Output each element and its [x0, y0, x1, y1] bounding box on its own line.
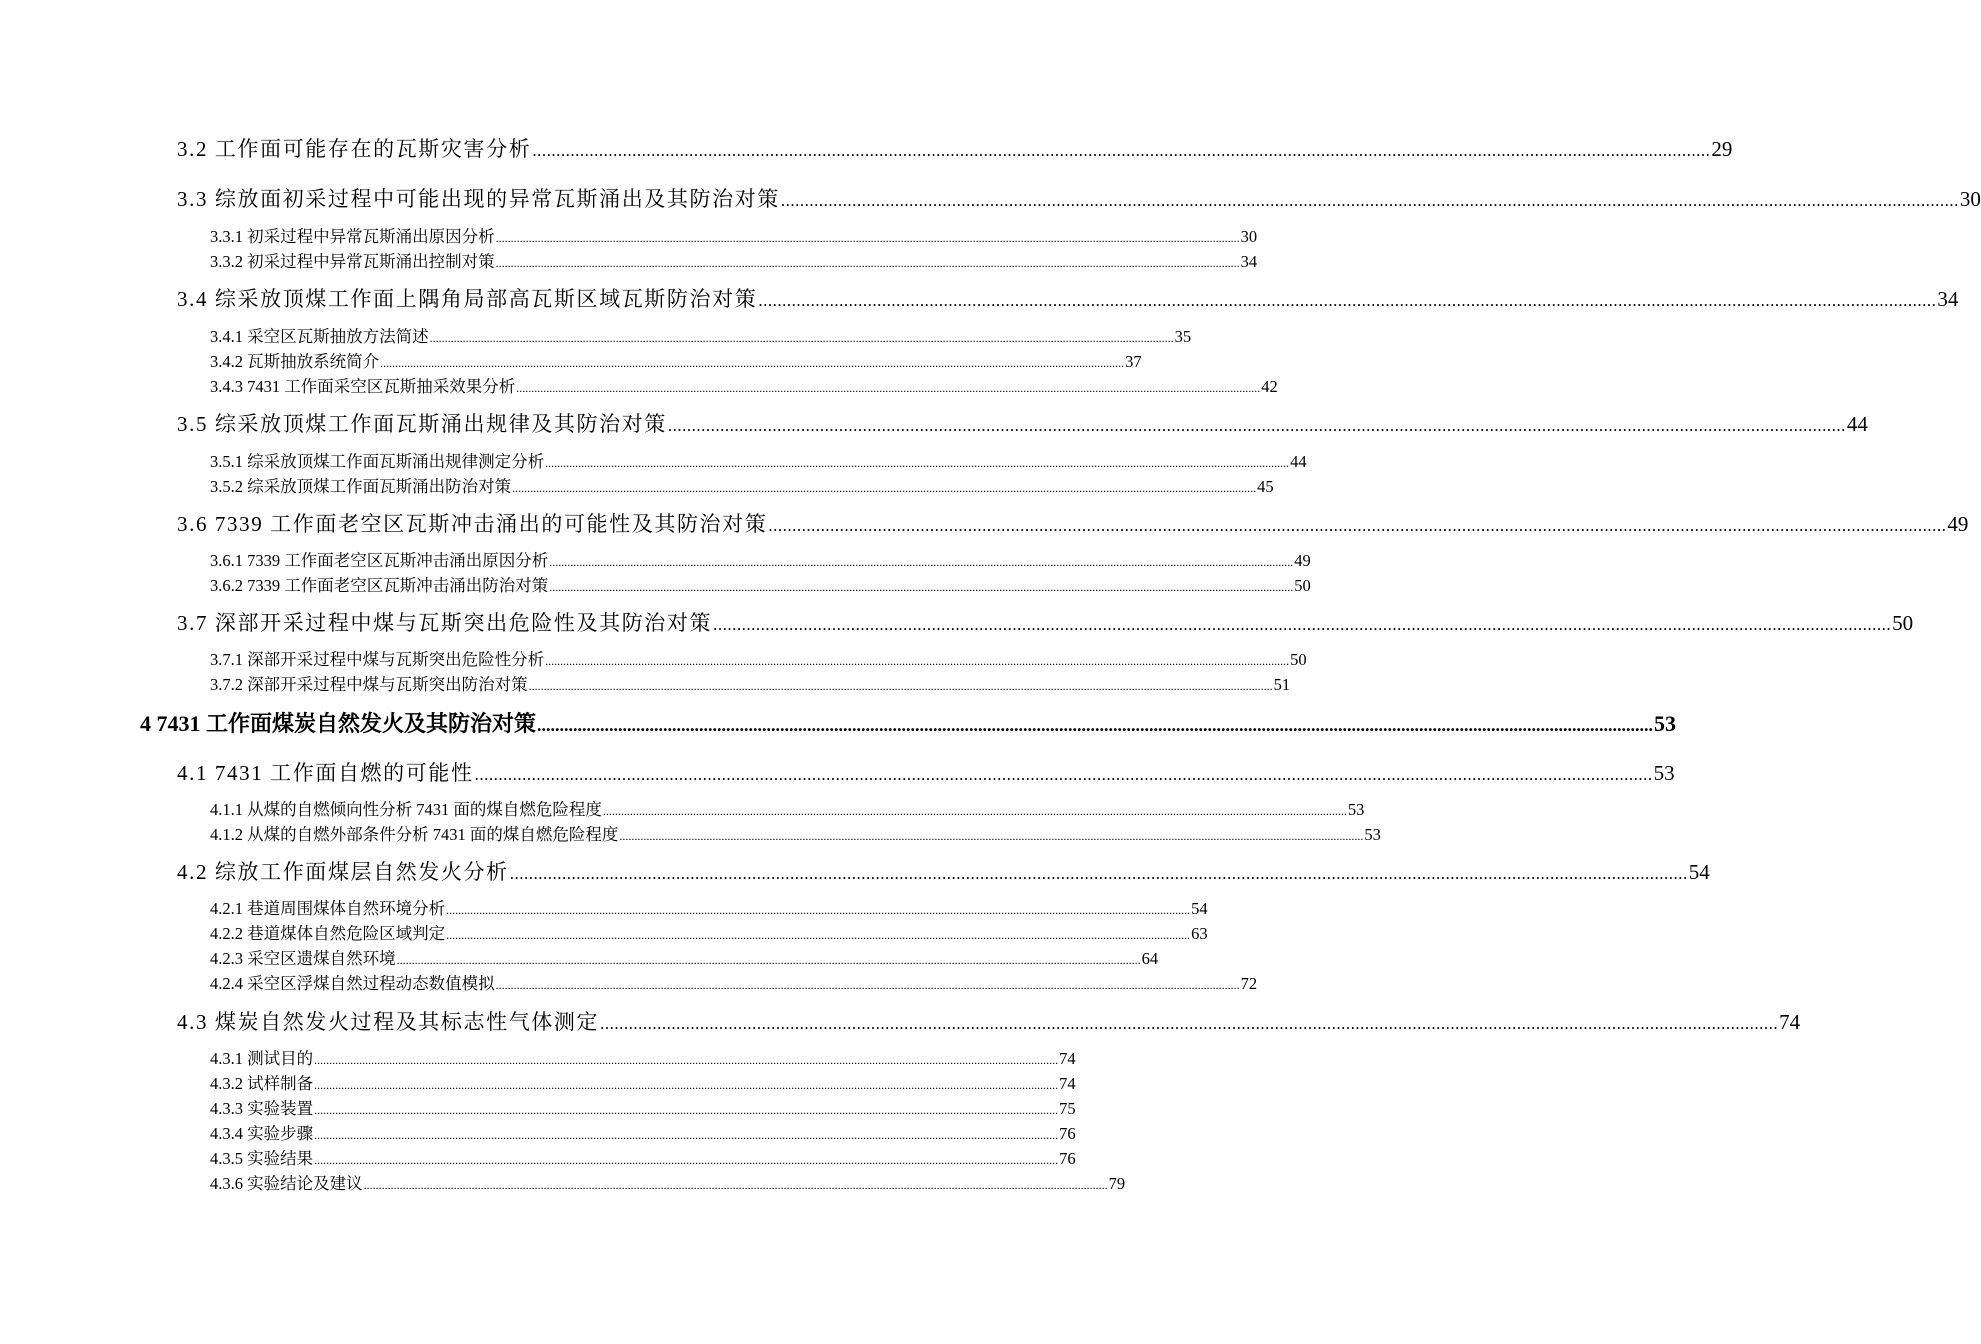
- toc-entry-3-4-3[interactable]: [210, 377, 1278, 396]
- toc-leader-dots: ........................................................................................................................................................................................................................................................: [528, 679, 1273, 693]
- toc-entry-3-7-1[interactable]: [210, 650, 1307, 669]
- toc-leader-dots: ........................................................................................................................................................................................................................................................: [768, 516, 1947, 535]
- toc-entry-title: 4.3.5 实验结果: [210, 1149, 314, 1168]
- toc-leader-dots: ........................................................................................................................................................................................................................................................: [314, 1053, 1059, 1067]
- toc-leader-dots: ........................................................................................................................................................................................................................................................: [602, 804, 1347, 818]
- toc-page-number: 54: [1191, 899, 1208, 918]
- toc-entry-title: 3.7.2 深部开采过程中煤与瓦斯突出防治对策: [210, 675, 528, 694]
- toc-entry-4-3[interactable]: [177, 1010, 1801, 1034]
- toc-entry-4-3-3[interactable]: [210, 1099, 1076, 1118]
- toc-page-number: 44: [1846, 412, 1868, 436]
- toc-leader-dots: ........................................................................................................................................................................................................................................................: [363, 1178, 1108, 1192]
- toc-entry-title: 3.4.1 采空区瓦斯抽放方法简述: [210, 327, 429, 346]
- toc-entry-chapter-4[interactable]: [140, 711, 1677, 736]
- toc-page-number: 72: [1240, 974, 1258, 993]
- toc-page-number: 44: [1290, 452, 1307, 471]
- toc-entry-title: 4.1 7431 工作面自燃的可能性: [177, 761, 474, 785]
- toc-leader-dots: ........................................................................................................................................................................................................................................................: [314, 1128, 1059, 1142]
- toc-entry-3-7[interactable]: [177, 611, 1914, 635]
- toc-page-number: 76: [1059, 1149, 1076, 1168]
- toc-leader-dots: ........................................................................................................................................................................................................................................................: [532, 141, 1711, 160]
- toc-entry-title: 3.2 工作面可能存在的瓦斯灾害分析: [177, 137, 532, 161]
- toc-leader-dots: ........................................................................................................................................................................................................................................................: [396, 953, 1141, 967]
- toc-page-number: 35: [1174, 327, 1192, 346]
- toc-page-number: 42: [1261, 377, 1278, 396]
- toc-entry-4-3-2[interactable]: [210, 1074, 1076, 1093]
- toc-entry-4-3-1[interactable]: [210, 1049, 1076, 1068]
- toc-entry-3-3[interactable]: [177, 187, 1981, 211]
- toc-entry-title: 3.3 综放面初采过程中可能出现的异常瓦斯涌出及其防治对策: [177, 187, 780, 211]
- toc-page-number: 74: [1059, 1049, 1076, 1068]
- toc-page-number: 34: [1240, 252, 1258, 271]
- toc-entry-title: 3.7.1 深部开采过程中煤与瓦斯突出危险性分析: [210, 650, 545, 669]
- toc-leader-dots: ........................................................................................................................................................................................................................................................: [314, 1103, 1059, 1117]
- toc-page-number: 50: [1290, 650, 1307, 669]
- toc-entry-title: 4.1.1 从煤的自燃倾向性分析 7431 面的煤自燃危险程度: [210, 800, 602, 819]
- toc-entry-3-6-2[interactable]: [210, 576, 1311, 595]
- toc-entry-title: 4.3 煤炭自然发火过程及其标志性气体测定: [177, 1010, 600, 1034]
- toc-entry-4-1-1[interactable]: [210, 800, 1365, 819]
- toc-entry-3-4-1[interactable]: [210, 327, 1192, 346]
- toc-leader-dots: ........................................................................................................................................................................................................................................................: [549, 580, 1294, 594]
- toc-page-number: 79: [1108, 1174, 1126, 1193]
- toc-leader-dots: ........................................................................................................................................................................................................................................................: [667, 416, 1846, 435]
- toc-entry-3-6-1[interactable]: [210, 551, 1311, 570]
- toc-entry-title: 3.6 7339 工作面老空区瓦斯冲击涌出的可能性及其防治对策: [177, 512, 768, 536]
- toc-entry-title: 3.5 综采放顶煤工作面瓦斯涌出规律及其防治对策: [177, 412, 667, 436]
- toc-leader-dots: ........................................................................................................................................................................................................................................................: [512, 481, 1257, 495]
- toc-leader-dots: ........................................................................................................................................................................................................................................................: [549, 555, 1294, 569]
- toc-leader-dots: ........................................................................................................................................................................................................................................................: [509, 864, 1688, 883]
- toc-entry-3-5[interactable]: [177, 412, 1868, 436]
- toc-entry-title: 4.2.4 采空区浮煤自然过程动态数值模拟: [210, 974, 495, 993]
- toc-entry-4-1[interactable]: [177, 761, 1675, 785]
- toc-page-number: 76: [1059, 1124, 1076, 1143]
- toc-page-number: 53: [1364, 825, 1381, 844]
- toc-page-number: 74: [1059, 1074, 1076, 1093]
- toc-entry-3-2[interactable]: [177, 137, 1733, 161]
- toc-leader-dots: ........................................................................................................................................................................................................................................................: [600, 1014, 1779, 1033]
- toc-page-number: 53: [1347, 800, 1365, 819]
- toc-page-number: 54: [1688, 860, 1710, 884]
- toc-page-number: 29: [1711, 137, 1733, 161]
- toc-entry-title: 3.5.1 综采放顶煤工作面瓦斯涌出规律测定分析: [210, 452, 545, 471]
- toc-entry-title: 4.3.2 试样制备: [210, 1074, 314, 1093]
- toc-entry-title: 4.3.6 实验结论及建议: [210, 1174, 363, 1193]
- toc-entry-title: 3.7 深部开采过程中煤与瓦斯突出危险性及其防治对策: [177, 611, 713, 635]
- toc-entry-title: 3.3.1 初采过程中异常瓦斯涌出原因分析: [210, 227, 495, 246]
- toc-entry-title: 4.1.2 从煤的自燃外部条件分析 7431 面的煤自燃危险程度: [210, 825, 619, 844]
- toc-leader-dots: ........................................................................................................................................................................................................................................................: [537, 715, 1654, 735]
- toc-entry-title: 4 7431 工作面煤炭自然发火及其防治对策: [140, 711, 537, 736]
- toc-entry-3-4[interactable]: [177, 287, 1959, 311]
- toc-leader-dots: ........................................................................................................................................................................................................................................................: [545, 456, 1290, 470]
- toc-entry-4-2-2[interactable]: [210, 924, 1208, 943]
- toc-entry-4-2-4[interactable]: [210, 974, 1258, 993]
- toc-page-number: 37: [1125, 352, 1142, 371]
- toc-leader-dots: ........................................................................................................................................................................................................................................................: [446, 903, 1191, 917]
- toc-entry-4-3-4[interactable]: [210, 1124, 1076, 1143]
- toc-leader-dots: ........................................................................................................................................................................................................................................................: [713, 615, 1892, 634]
- toc-entry-3-3-2[interactable]: [210, 252, 1258, 271]
- toc-leader-dots: ........................................................................................................................................................................................................................................................: [516, 381, 1261, 395]
- toc-page-number: 75: [1059, 1099, 1076, 1118]
- toc-page-number: 45: [1257, 477, 1274, 496]
- toc-page-number: 63: [1191, 924, 1208, 943]
- toc-entry-title: 3.5.2 综采放顶煤工作面瓦斯涌出防治对策: [210, 477, 512, 496]
- toc-entry-title: 4.3.3 实验装置: [210, 1099, 314, 1118]
- toc-entry-4-2[interactable]: [177, 860, 1710, 884]
- toc-page-number: 49: [1947, 512, 1969, 536]
- toc-entry-title: 4.2.3 采空区遗煤自然环境: [210, 949, 396, 968]
- toc-leader-dots: ........................................................................................................................................................................................................................................................: [429, 331, 1174, 345]
- toc-leader-dots: ........................................................................................................................................................................................................................................................: [474, 765, 1653, 784]
- toc-entry-title: 4.2.1 巷道周围煤体自然环境分析: [210, 899, 446, 918]
- toc-page-number: 53: [1653, 761, 1675, 785]
- toc-leader-dots: ........................................................................................................................................................................................................................................................: [314, 1078, 1059, 1092]
- toc-page-number: 51: [1273, 675, 1291, 694]
- toc-page-number: 30: [1959, 187, 1981, 211]
- toc-leader-dots: ........................................................................................................................................................................................................................................................: [314, 1153, 1059, 1167]
- toc-entry-title: 3.4 综采放顶煤工作面上隅角局部高瓦斯区域瓦斯防治对策: [177, 287, 758, 311]
- toc-page-number: 49: [1294, 551, 1311, 570]
- toc-entry-title: 3.3.2 初采过程中异常瓦斯涌出控制对策: [210, 252, 495, 271]
- toc-leader-dots: ........................................................................................................................................................................................................................................................: [495, 256, 1240, 270]
- toc-leader-dots: ........................................................................................................................................................................................................................................................: [780, 191, 1959, 210]
- toc-entry-3-4-2[interactable]: [210, 352, 1142, 371]
- toc-entry-title: 3.4.2 瓦斯抽放系统简介: [210, 352, 380, 371]
- toc-entry-title: 3.4.3 7431 工作面采空区瓦斯抽采效果分析: [210, 377, 516, 396]
- toc-entry-title: 3.6.1 7339 工作面老空区瓦斯冲击涌出原因分析: [210, 551, 549, 570]
- toc-entry-3-7-2[interactable]: [210, 675, 1291, 694]
- toc-leader-dots: ........................................................................................................................................................................................................................................................: [495, 231, 1240, 245]
- toc-entry-3-6[interactable]: [177, 512, 1969, 536]
- toc-entry-title: 4.3.4 实验步骤: [210, 1124, 314, 1143]
- toc-page-number: 50: [1892, 611, 1914, 635]
- toc-entry-4-3-6[interactable]: [210, 1174, 1126, 1193]
- toc-entry-4-2-3[interactable]: [210, 949, 1159, 968]
- toc-page-number: 50: [1294, 576, 1311, 595]
- toc-leader-dots: ........................................................................................................................................................................................................................................................: [446, 928, 1191, 942]
- toc-entry-title: 4.2.2 巷道煤体自然危险区域判定: [210, 924, 446, 943]
- toc-entry-title: 3.6.2 7339 工作面老空区瓦斯冲击涌出防治对策: [210, 576, 549, 595]
- toc-leader-dots: ........................................................................................................................................................................................................................................................: [619, 829, 1364, 843]
- toc-page-number: 53: [1654, 711, 1677, 736]
- toc-page-number: 34: [1937, 287, 1959, 311]
- toc-leader-dots: ........................................................................................................................................................................................................................................................: [545, 654, 1290, 668]
- toc-leader-dots: ........................................................................................................................................................................................................................................................: [758, 291, 1937, 310]
- toc-entry-title: 4.3.1 测试目的: [210, 1049, 314, 1068]
- toc-page-number: 64: [1141, 949, 1159, 968]
- toc-leader-dots: ........................................................................................................................................................................................................................................................: [380, 356, 1125, 370]
- toc-entry-4-1-2[interactable]: [210, 825, 1381, 844]
- toc-entry-3-5-2[interactable]: [210, 477, 1274, 496]
- toc-leader-dots: ........................................................................................................................................................................................................................................................: [495, 978, 1240, 992]
- toc-entry-3-3-1[interactable]: [210, 227, 1258, 246]
- toc-page-number: 30: [1240, 227, 1258, 246]
- toc-entry-4-3-5[interactable]: [210, 1149, 1076, 1168]
- toc-page-number: 74: [1779, 1010, 1801, 1034]
- toc-entry-title: 4.2 综放工作面煤层自然发火分析: [177, 860, 509, 884]
- toc-entry-3-5-1[interactable]: [210, 452, 1307, 471]
- toc-entry-4-2-1[interactable]: [210, 899, 1208, 918]
